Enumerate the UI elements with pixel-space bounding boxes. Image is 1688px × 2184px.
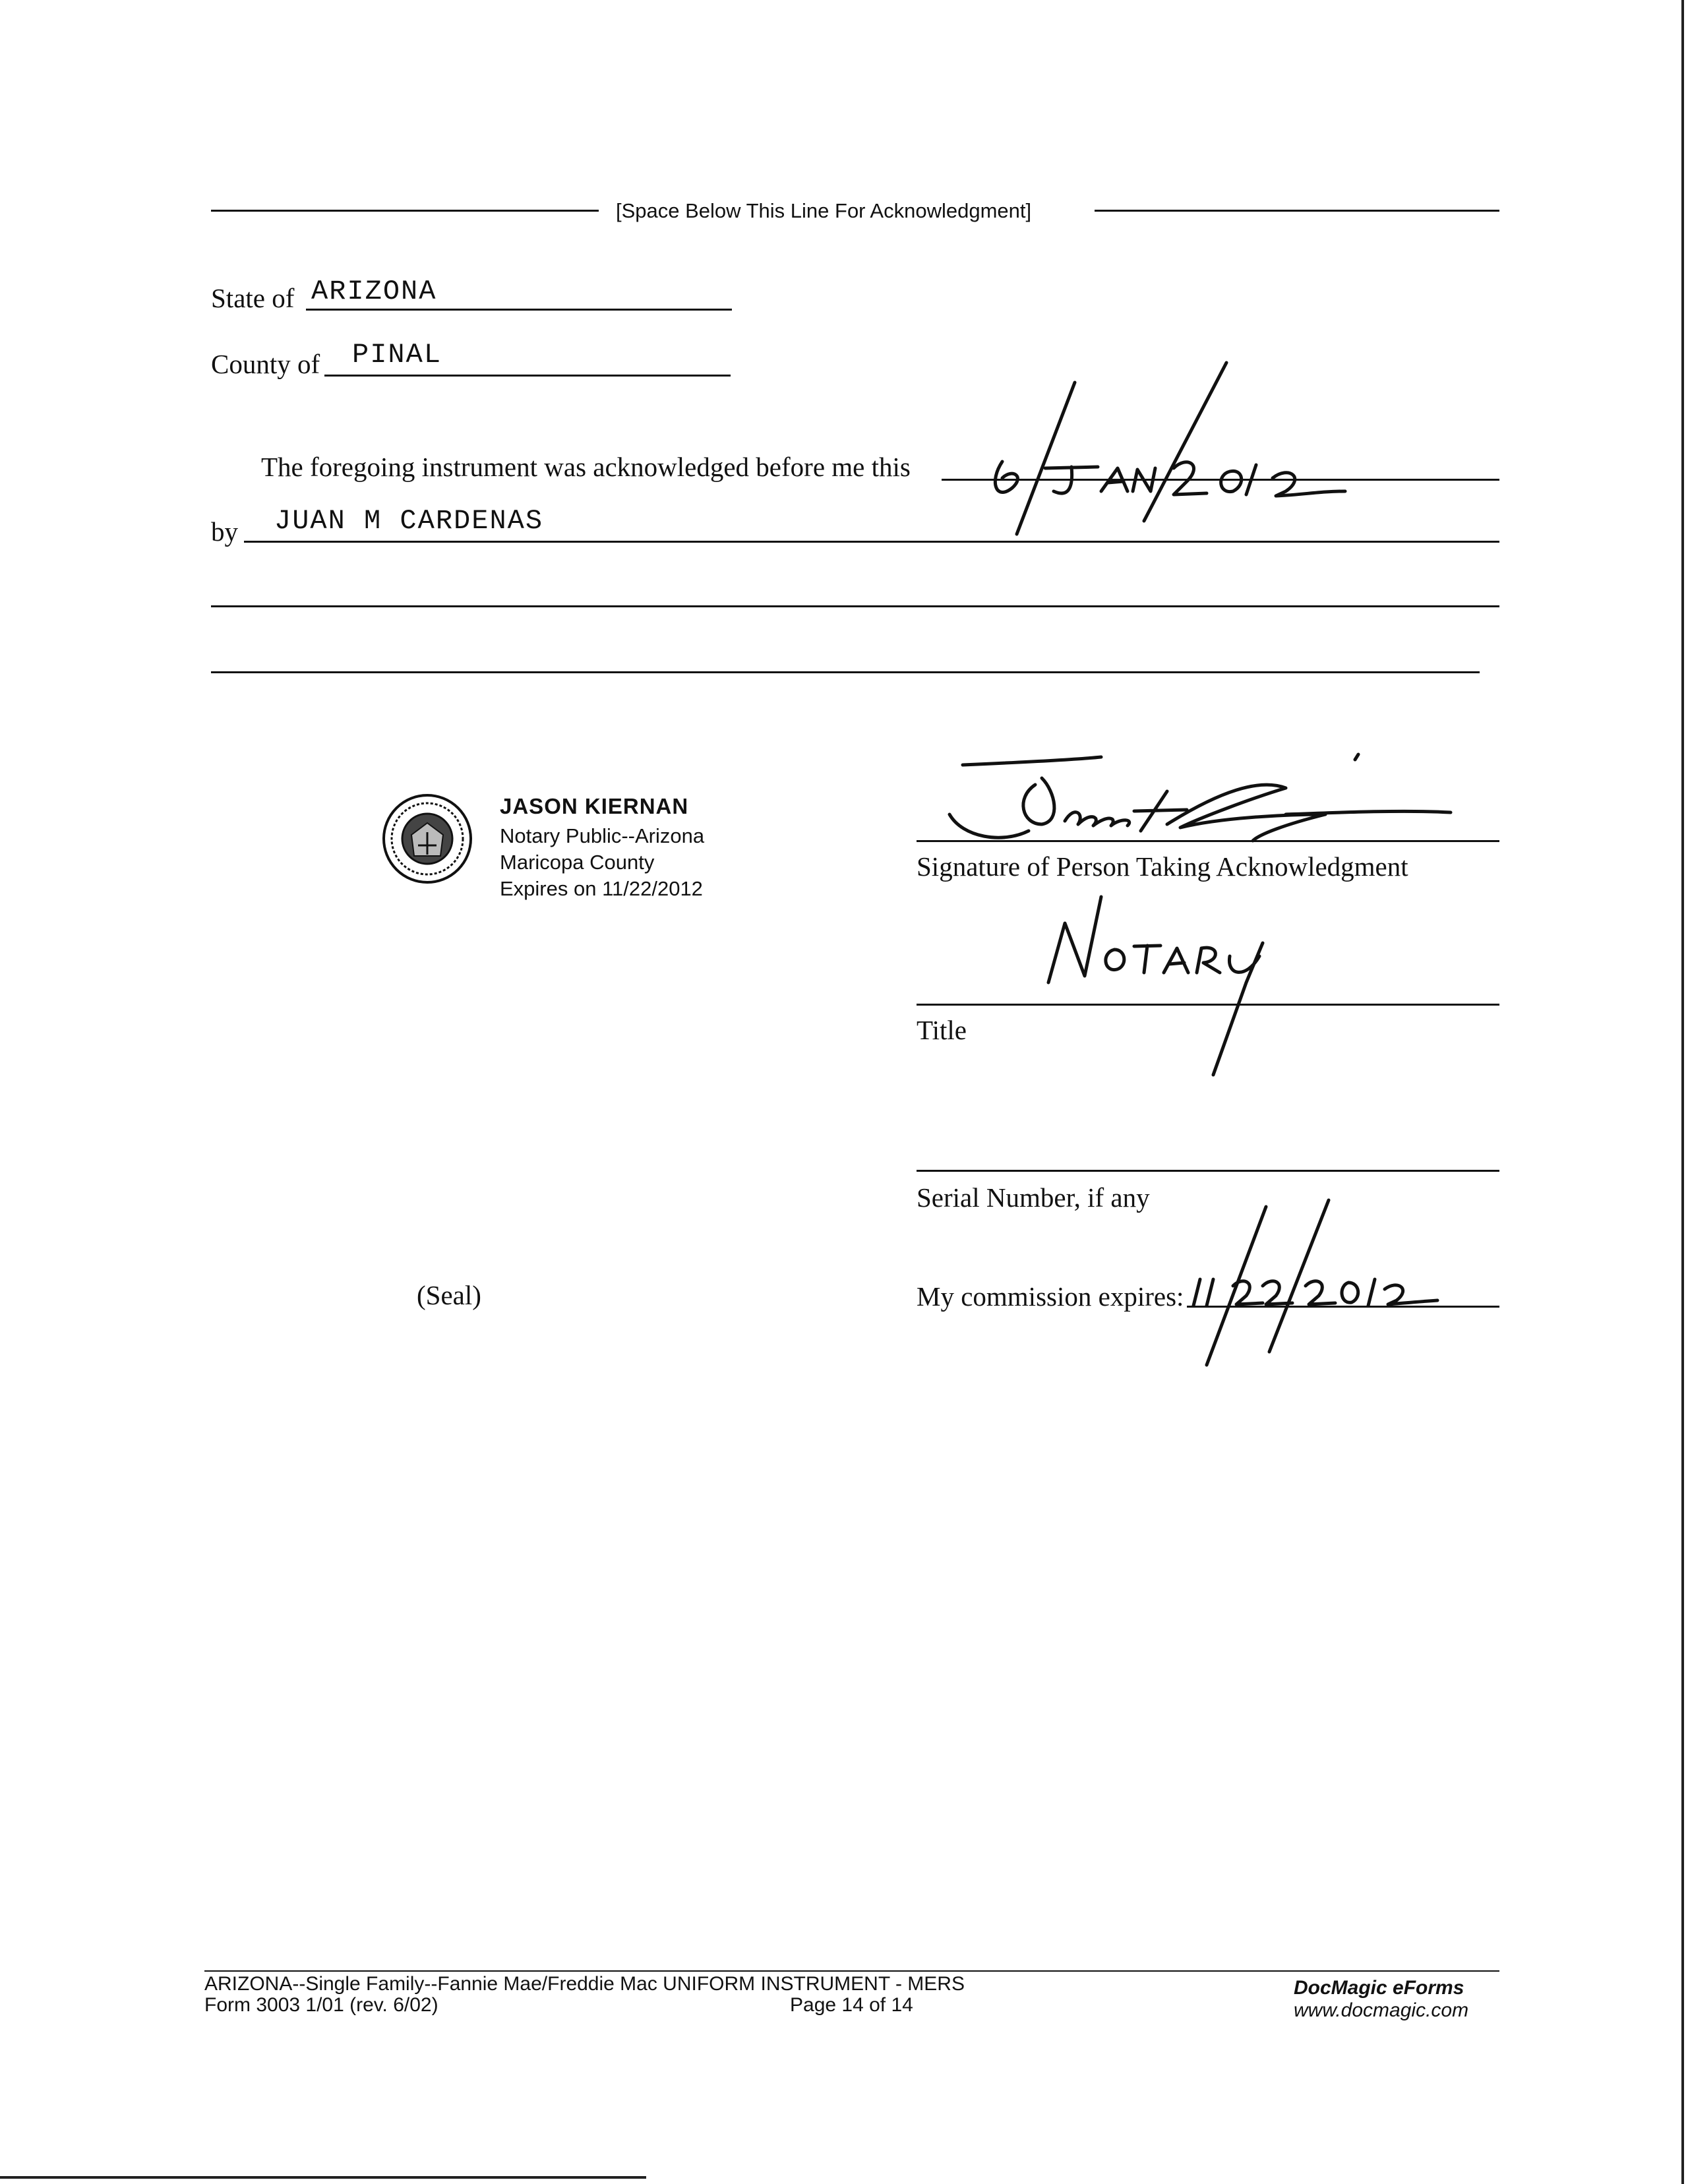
county-label: County of [211, 349, 320, 379]
serial-underline [917, 1170, 1499, 1172]
notary-name: JASON KIERNAN [500, 794, 689, 818]
state-underline [306, 309, 732, 311]
by-underline [244, 541, 1499, 543]
footer-rule [204, 1970, 1499, 1972]
blank-line-1 [211, 605, 1499, 607]
handwritten-date [976, 356, 1385, 541]
notary-line-3: Expires on 11/22/2012 [500, 877, 703, 900]
state-value: ARIZONA [311, 276, 437, 307]
signature-underline [917, 840, 1499, 842]
footer-brand: DocMagic eForms [1294, 1977, 1464, 1999]
by-value: JUAN M CARDENAS [274, 505, 544, 537]
header-rule-right [1095, 210, 1499, 212]
by-label: by [211, 516, 238, 547]
footer-page: Page 14 of 14 [790, 1994, 913, 2016]
handwritten-signature [943, 752, 1470, 864]
signature-label: Signature of Person Taking Acknowledgment [917, 851, 1408, 882]
footer-form-number: Form 3003 1/01 (rev. 6/02) [204, 1994, 438, 2016]
header-divider-label: [Space Below This Line For Acknowledgment] [616, 199, 1032, 222]
notary-line-2: Maricopa County [500, 851, 655, 874]
footer-form-title: ARIZONA--Single Family--Fannie Mae/Freddie Mac UNIFORM INSTRUMENT - MERS [204, 1973, 965, 1995]
notary-line-1: Notary Public--Arizona [500, 824, 705, 847]
blank-line-2 [211, 671, 1480, 673]
handwritten-title [1035, 884, 1325, 1101]
scan-edge-right [1681, 0, 1684, 2184]
title-label: Title [917, 1015, 967, 1045]
foregoing-text: The foregoing instrument was acknowledged before me this [261, 452, 911, 482]
handwritten-commission-date [1187, 1187, 1451, 1372]
scan-edge-bottom [0, 2176, 646, 2179]
serial-label: Serial Number, if any [917, 1182, 1150, 1213]
county-value: PINAL [352, 339, 442, 371]
state-seal-icon [381, 793, 473, 885]
commission-label: My commission expires: [917, 1281, 1184, 1312]
footer-website: www.docmagic.com [1294, 1999, 1469, 2021]
county-underline [324, 375, 731, 377]
header-rule-left [211, 210, 599, 212]
state-label: State of [211, 283, 295, 313]
title-underline [917, 1004, 1499, 1006]
seal-label: (Seal) [417, 1280, 481, 1310]
